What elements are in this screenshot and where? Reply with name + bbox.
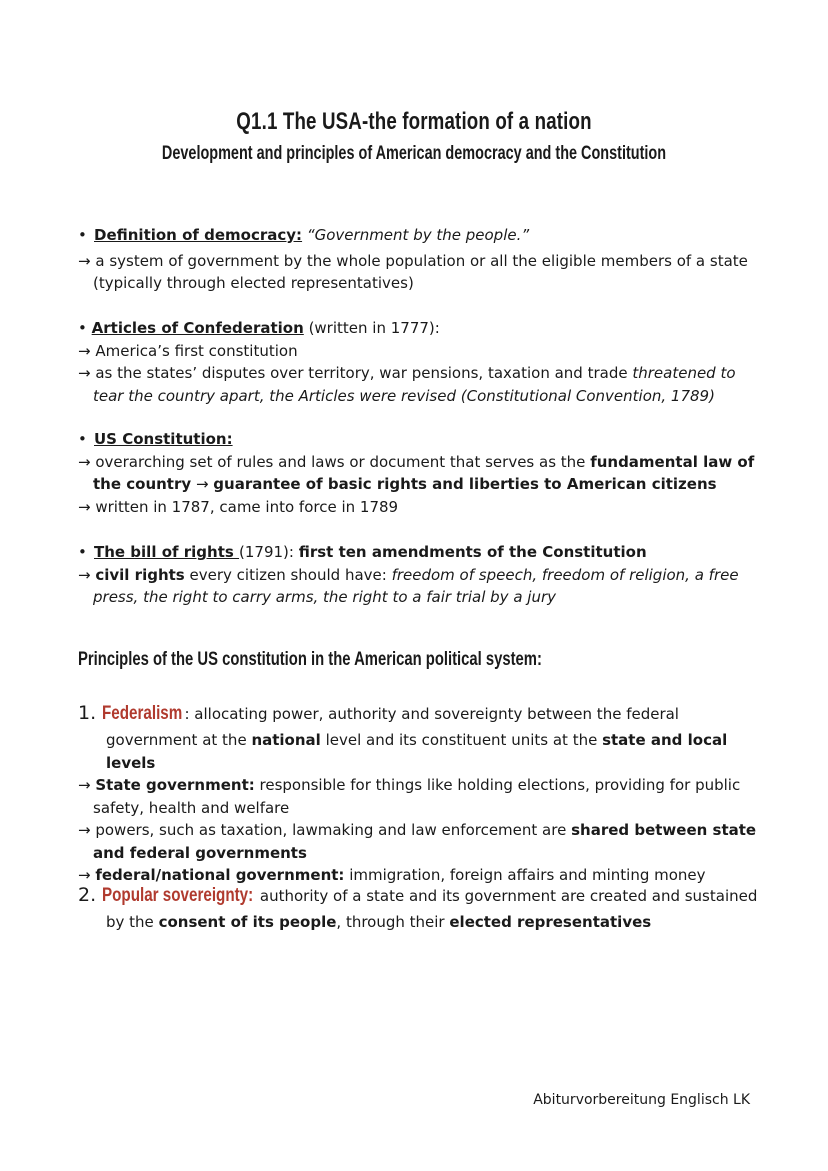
powers-text: powers, such as taxation, lawmaking and law enforcement are bbox=[90, 821, 572, 839]
constitution-line3: written in 1787, came into force in 1789 bbox=[95, 497, 399, 516]
bullet: • bbox=[78, 319, 87, 337]
bill-term: The bill of rights bbox=[94, 543, 240, 561]
state-government-line2: safety, health and welfare bbox=[93, 798, 290, 817]
constitution-line2a: the country bbox=[93, 475, 192, 493]
federal-government-text: immigration, foreign affairs and minting money bbox=[344, 866, 706, 884]
bill-section bbox=[78, 541, 758, 609]
bill-line1-italic: freedom of speech, freedom of religion, a free bbox=[391, 565, 739, 584]
confederation-term: Articles of Confederation bbox=[91, 319, 304, 337]
page-subtitle: Development and principles of American democracy and the Constitution bbox=[161, 143, 667, 164]
democracy-section bbox=[78, 224, 758, 295]
bullet: • bbox=[78, 430, 87, 448]
constitution-term: US Constitution: bbox=[94, 430, 233, 448]
confederation-suffix: (written in 1777): bbox=[303, 319, 440, 337]
bill-suffix: (1791): bbox=[239, 543, 299, 561]
popular-sovereignty-section bbox=[78, 882, 768, 934]
constitution-section bbox=[78, 428, 758, 518]
bill-line1: every citizen should have: bbox=[184, 565, 392, 584]
arrow-icon: → bbox=[195, 475, 209, 493]
federalism-term: Federalism bbox=[102, 703, 183, 724]
bill-bold: first ten amendments of the Constitution bbox=[298, 543, 647, 561]
constitution-line1: overarching set of rules and laws or document that serves as the bbox=[95, 452, 591, 471]
principles-heading: Principles of the US constitution in the American political system: bbox=[78, 649, 542, 670]
bullet: • bbox=[78, 543, 87, 561]
arrow-icon: → bbox=[78, 251, 91, 270]
federalism-line2a: government at the bbox=[106, 731, 252, 749]
popular-line2a: by the bbox=[106, 913, 159, 931]
federalism-line1: : allocating power, authority and sovereignty between the federal bbox=[184, 705, 679, 723]
popular-number: 2. bbox=[78, 884, 97, 906]
democracy-term: Definition of democracy: bbox=[94, 226, 303, 244]
arrow-icon: → bbox=[78, 452, 91, 471]
federalism-line2b: national bbox=[251, 731, 321, 749]
arrow-icon: → bbox=[78, 776, 91, 794]
popular-term: Popular sovereignty: bbox=[102, 885, 254, 906]
state-government-text: responsible for things like holding elections, providing for public bbox=[254, 776, 741, 794]
democracy-quote: “Government by the people.” bbox=[306, 226, 530, 244]
arrow-icon: → bbox=[78, 821, 91, 839]
democracy-line2: (typically through elected representatives) bbox=[93, 274, 414, 292]
bill-line2: press, the right to carry arms, the right to a fair trial by a jury bbox=[93, 588, 556, 606]
constitution-line1-bold: fundamental law of bbox=[590, 452, 755, 471]
federal-government-term: federal/national government: bbox=[95, 866, 345, 884]
democracy-line1: a system of government by the whole population or all the eligible members of a state bbox=[95, 251, 748, 270]
powers-line2: and federal governments bbox=[93, 843, 307, 862]
arrow-icon: → bbox=[78, 341, 91, 360]
arrow-icon: → bbox=[78, 565, 91, 584]
confederation-line2-italic: threatened to bbox=[632, 364, 736, 382]
arrow-icon: → bbox=[78, 866, 91, 884]
confederation-section bbox=[78, 317, 758, 407]
bill-line1-bold: civil rights bbox=[95, 565, 185, 584]
powers-bold: shared between state bbox=[571, 821, 757, 839]
popular-line2b: consent of its people bbox=[158, 913, 337, 931]
popular-line2d: elected representatives bbox=[449, 913, 652, 931]
confederation-line3: tear the country apart, the Articles were revised (Constitutional Convention, 1789) bbox=[93, 386, 715, 405]
page-title: Q1.1 The USA-the formation of a nation bbox=[236, 108, 592, 135]
constitution-line2b: guarantee of basic rights and liberties to American citizens bbox=[213, 475, 717, 493]
popular-line2c: , through their bbox=[336, 913, 450, 931]
state-government-term: State government: bbox=[95, 776, 255, 794]
page-footer: Abiturvorbereitung Englisch LK bbox=[533, 1092, 750, 1108]
confederation-line2: as the states’ disputes over territory, war pensions, taxation and trade bbox=[95, 364, 633, 382]
arrow-icon: → bbox=[78, 364, 91, 382]
popular-line1: authority of a state and its government are created and sustained bbox=[255, 887, 758, 905]
arrow-icon: → bbox=[78, 497, 91, 516]
federalism-line2c: level and its constituent units at the bbox=[320, 731, 603, 749]
federalism-section bbox=[78, 700, 768, 887]
bullet: • bbox=[78, 226, 87, 244]
confederation-line1: America’s first constitution bbox=[95, 341, 298, 360]
federalism-line2d: state and local levels bbox=[106, 731, 728, 772]
federalism-number: 1. bbox=[78, 702, 97, 724]
